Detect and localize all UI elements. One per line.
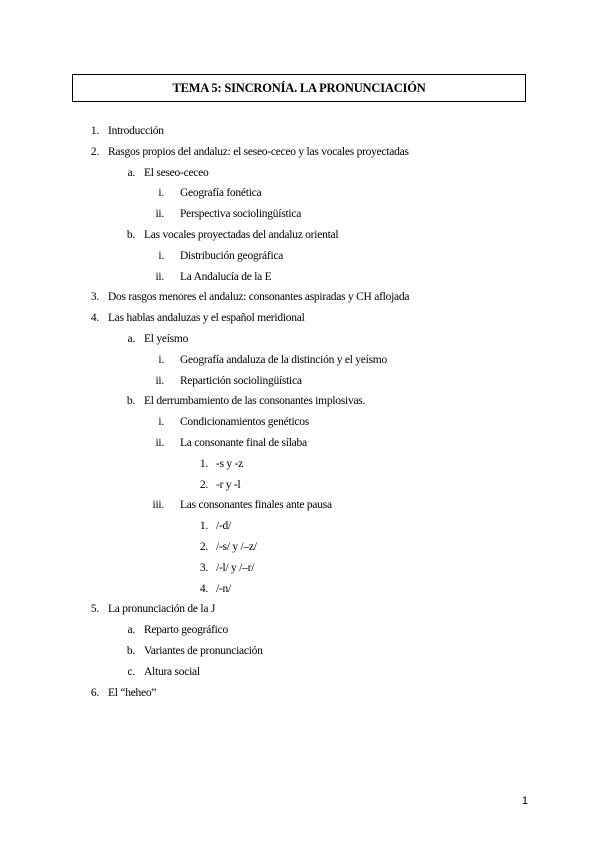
outline-item-marker: b.: [126, 644, 135, 657]
outline-item-marker: i.: [158, 249, 164, 262]
outline-item-text: Las vocales proyectadas del andaluz oriental: [144, 228, 339, 241]
outline-item-marker: ii.: [155, 436, 164, 449]
outline-item-marker: a.: [127, 166, 135, 179]
outline-item-text: Las hablas andaluzas y el español meridional: [108, 312, 305, 325]
outline-item-level-2: [0, 163, 600, 184]
outline-item-text: -s y -z: [216, 457, 243, 470]
outline-item-level-2: [0, 641, 600, 662]
outline-item-marker: c.: [127, 665, 135, 678]
outline-item-text: Dos rasgos menores el andaluz: consonantes aspiradas y CH aflojada: [108, 291, 410, 304]
outline-item-level-3: [0, 267, 600, 288]
outline-item-marker: 6.: [90, 686, 99, 699]
outline-item-level-4: [0, 579, 600, 600]
outline-item-level-4: [0, 537, 600, 558]
outline-item-text: /-n/: [216, 582, 231, 595]
outline-item-level-3: [0, 412, 600, 433]
outline-item-marker: 4.: [90, 312, 99, 325]
outline-item-marker: 2.: [90, 145, 99, 158]
outline-item-marker: b.: [126, 395, 135, 408]
outline-item-level-3: [0, 371, 600, 392]
outline-item-marker: 2.: [199, 540, 208, 553]
outline-item-level-3: [0, 350, 600, 371]
outline-item-marker: 3.: [90, 291, 99, 304]
outline-item-text: El yeísmo: [144, 332, 189, 345]
outline-item-text: /-l/ y /–r/: [216, 561, 255, 574]
outline-item-text: /-d/: [216, 520, 231, 533]
outline-item-marker: a.: [127, 332, 135, 345]
page-number: 1: [521, 795, 528, 807]
outline-item-text: Repartición sociolingüística: [180, 374, 302, 387]
outline-item-level-3: [0, 246, 600, 267]
outline-item-level-2: [0, 662, 600, 683]
outline-item-marker: ii.: [155, 270, 164, 283]
outline-item-text: La consonante final de sílaba: [180, 436, 307, 449]
outline-item-marker: 1.: [199, 520, 208, 533]
outline-item-text: /-s/ y /–z/: [216, 540, 257, 553]
outline-item-text: Geografía andaluza de la distinción y el yeísmo: [180, 353, 387, 366]
outline-item-text: Reparto geográfico: [144, 624, 228, 637]
outline-item-marker: i.: [158, 353, 164, 366]
outline-item-marker: a.: [127, 624, 135, 637]
outline-item-level-1: [0, 121, 600, 142]
outline-item-level-4: [0, 516, 600, 537]
outline-item-marker: i.: [158, 416, 164, 429]
outline-item-level-2: [0, 329, 600, 350]
outline-item-text: El derrumbamiento de las consonantes implosivas.: [144, 395, 366, 408]
outline-item-level-1: [0, 308, 600, 329]
document-title: TEMA 5: SINCRONÍA. LA PRONUNCIACIÓN: [72, 74, 526, 102]
outline-item-level-1: [0, 287, 600, 308]
outline-list: [0, 121, 600, 703]
outline-item-text: El “heheo”: [108, 686, 157, 699]
outline-item-level-3: [0, 204, 600, 225]
outline-item-level-3: [0, 433, 600, 454]
outline-item-level-1: [0, 599, 600, 620]
outline-item-level-1: [0, 683, 600, 704]
outline-item-marker: 1.: [90, 125, 99, 137]
outline-item-level-2: [0, 225, 600, 246]
outline-item-marker: ii.: [155, 208, 164, 221]
outline-item-level-2: [0, 391, 600, 412]
outline-item-level-4: [0, 454, 600, 475]
outline-item-text: La Andalucía de la E: [180, 270, 272, 283]
outline-item-marker: ii.: [155, 374, 164, 387]
outline-item-text: Variantes de pronunciación: [144, 644, 263, 657]
outline-item-marker: 2.: [199, 478, 208, 491]
outline-item-text: Las consonantes finales ante pausa: [180, 499, 332, 512]
outline-item-text: El seseo-ceceo: [144, 166, 209, 179]
outline-item-marker: b.: [126, 228, 135, 241]
outline-item-text: -r y -l: [216, 478, 241, 491]
outline-item-level-3: [0, 495, 600, 516]
outline-item-text: Distribución geográfica: [180, 249, 284, 262]
outline-item-text: Rasgos propios del andaluz: el seseo-ceceo y las vocales proyectadas: [108, 145, 409, 158]
outline-item-marker: 1.: [199, 457, 208, 470]
outline-item-marker: iii.: [152, 499, 164, 512]
outline-item-marker: 3.: [199, 561, 208, 574]
outline-item-text: Altura social: [144, 665, 200, 678]
outline-item-level-3: [0, 183, 600, 204]
outline-item-level-2: [0, 620, 600, 641]
outline-item-marker: 5.: [90, 603, 99, 616]
outline-item-level-4: [0, 475, 600, 496]
outline-item-marker: 4.: [199, 582, 208, 595]
outline-item-level-1: [0, 142, 600, 163]
outline-item-text: Condicionamientos genéticos: [180, 416, 309, 429]
outline-item-marker: i.: [158, 187, 164, 200]
outline-item-text: Introducción: [108, 125, 164, 137]
outline-item-text: Perspectiva sociolingüística: [180, 208, 302, 221]
outline-item-text: Geografía fonética: [180, 187, 262, 200]
outline-item-text: La pronunciación de la J: [108, 603, 216, 616]
outline-item-level-4: [0, 558, 600, 579]
